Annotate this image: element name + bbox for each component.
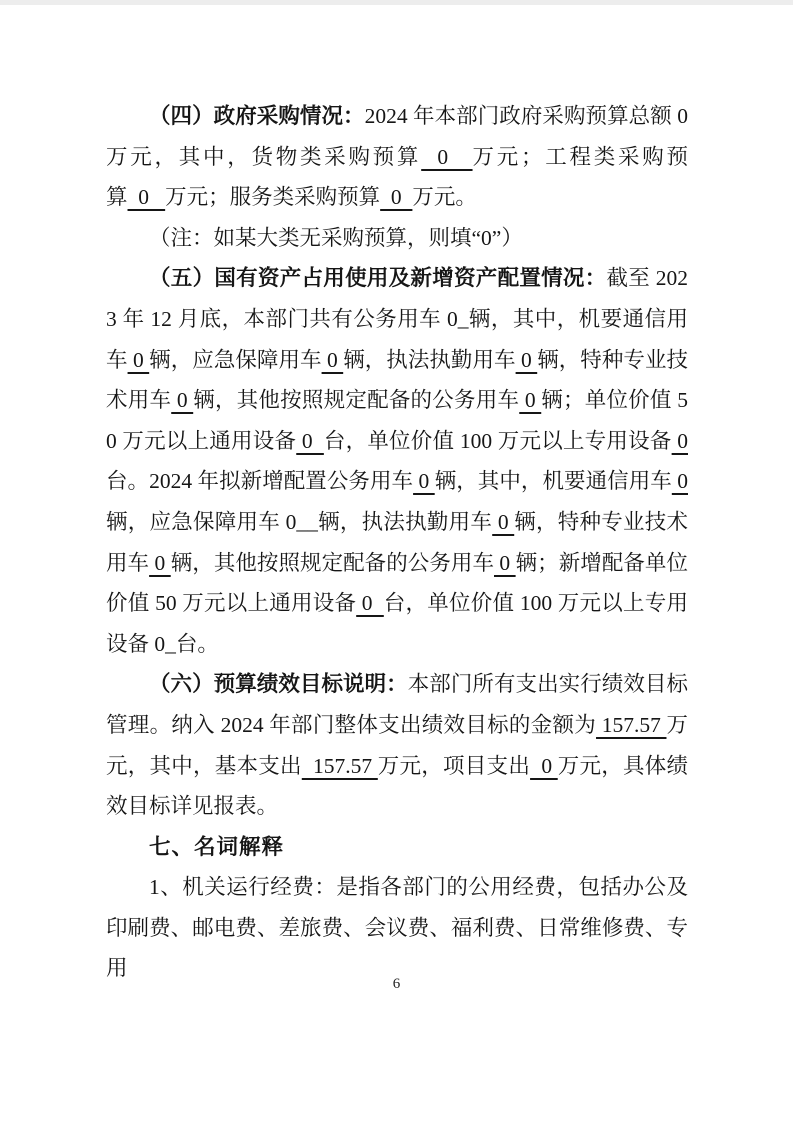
text-segment: 辆，其他按照规定配备的公务用车 [170, 550, 494, 575]
text-segment: 台，单位价值 100 万元以上专用设备 [323, 428, 672, 453]
underlined-value: 0 [127, 347, 150, 372]
underlined-value: 157.57 [301, 753, 378, 778]
paragraph [106, 664, 688, 826]
paragraph [106, 96, 688, 218]
underlined-value: 0 [421, 144, 473, 169]
underlined-value: 0 [413, 469, 435, 494]
underlined-value: 0 [519, 388, 542, 413]
text-segment: 台。2024 年拟新增配置公务用车 [106, 469, 414, 494]
document-body [106, 96, 688, 989]
text-segment: 万元，项目支出 [377, 753, 531, 778]
underlined-value: 0 [356, 591, 384, 616]
underlined-value: 0 [671, 428, 688, 453]
page-number: 6 [392, 976, 401, 992]
text-segment: 辆，其他按照规定配备的公务用车 [193, 388, 520, 413]
text-segment: 1、机关运行经费：是指各部门的公用经费，包括办公及印刷费、邮电费、差旅费、会议费、福利费、日常维修费、专用 [106, 875, 688, 981]
text-segment: 截至 2023 年 12 月底，本部门共有公务用车 0_辆，其中，机要通信用车 [106, 266, 688, 372]
underlined-value: 0 [127, 185, 166, 210]
section-heading [106, 827, 688, 868]
paragraph-lead-label: （四）政府采购情况： [149, 104, 365, 128]
underlined-value: 0 [515, 347, 538, 372]
paragraph-lead-label: （五）国有资产占用使用及新增资产配置情况： [149, 266, 607, 291]
text-segment: 2024 年本部门政府采购预算总额 0 万元，其中，货物类采购预算 [106, 104, 688, 169]
paragraph [106, 867, 688, 989]
heading-text: 七、名词解释 [149, 834, 285, 859]
paragraph [106, 258, 688, 664]
text-segment: 辆，特种专业技术用车 [106, 509, 688, 575]
underlined-value: 0 [671, 469, 688, 494]
text-segment: 万元；服务类采购预算 [165, 185, 381, 210]
underlined-value: 0 [492, 509, 515, 534]
text-segment: 辆；单位价值 50 万元以上通用设备 [106, 388, 689, 453]
underlined-value: 0 [296, 428, 324, 453]
text-segment: 辆；新增配备单位价值 50 万元以上通用设备 [106, 550, 688, 616]
paragraph-lead-label: （六）预算绩效目标说明： [149, 672, 408, 697]
text-segment: 万元；工程类采购预算 [106, 144, 688, 210]
scan-edge-artifact [0, 0, 793, 5]
text-segment: 辆，其中，机要通信用车 [434, 469, 672, 494]
text-segment: （注：如某大类无采购预算，则填“0”） [149, 225, 523, 250]
underlined-value: 0 [171, 388, 194, 413]
underlined-value: 0 [530, 753, 558, 778]
text-segment: 万元，其中，基本支出 [106, 712, 688, 778]
text-segment: 辆，应急保障用车 0__辆，执法执勤用车 [106, 509, 493, 534]
underlined-value: 0 [380, 185, 413, 210]
underlined-value: 0 [321, 347, 344, 372]
text-segment: 辆，执法执勤用车 [343, 347, 516, 372]
text-segment: 台，单位价值 100 万元以上专用设备 0_台。 [106, 591, 688, 656]
underlined-value: 157.57 [596, 712, 667, 737]
text-segment: 辆，特种专业技术用车 [106, 347, 689, 413]
underlined-value: 0 [149, 550, 171, 575]
text-segment: 万元，具体绩效目标详见报表。 [106, 753, 688, 819]
text-segment: 辆，应急保障用车 [149, 347, 322, 372]
paragraph [106, 218, 688, 259]
text-segment: 万元。 [412, 185, 477, 210]
text-segment: 本部门所有支出实行绩效目标管理。纳入 2024 年部门整体支出绩效目标的金额为 [106, 672, 688, 737]
underlined-value: 0 [494, 550, 516, 575]
